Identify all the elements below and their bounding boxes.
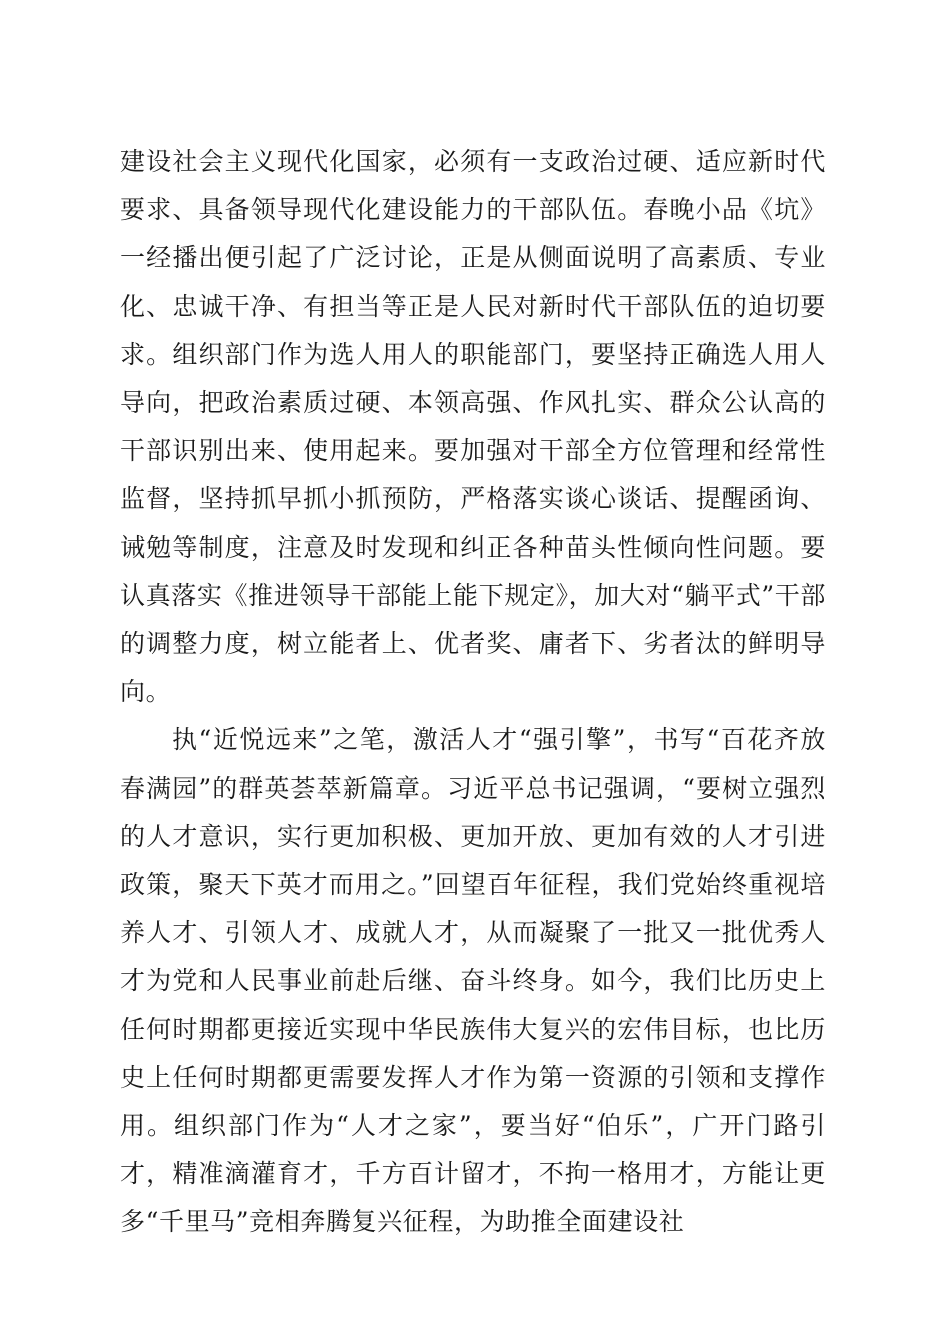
paragraph-talent-introduction: 执“近悦远来”之笔，激活人才“强引擎”，书写“百花齐放春满园”的群英荟萃新篇章。习近平总书记强调，“要树立强烈的人才意识，实行更加积极、更加开放、更加有效的人才引进政策，聚天下英才而用之。”回望百年征程，我们党始终重视培养人才、引领人才、成就人才，从而凝聚了一批又一批优秀人才为党和人民事业前赴后继、奋斗终身。如今，我们比历史上任何时期都更接近实现中华民族伟大复兴的宏伟目标，也比历史上任何时期都更需要发挥人才作为第一资源的引领和支撑作用。组织部门作为“人才之家”，要当好“伯乐”，广开门路引才，精准滴灌育才，千方百计留才，不拘一格用才，方能让更多“千里马”竞相奔腾复兴征程，为助推全面建设社 <box>120 725 826 1237</box>
paragraph-cadre-team: 建设社会主义现代化国家，必须有一支政治过硬、适应新时代要求、具备领导现代化建设能力的干部队伍。春晚小品《坑》一经播出便引起了广泛讨论，正是从侧面说明了高素质、专业化、忠诚干净、有担当等正是人民对新时代干部队伍的迫切要求。组织部门作为选人用人的职能部门，要坚持正确选人用人导向，把政治素质过硬、本领高强、作风扎实、群众公认高的干部识别出来、使用起来。要加强对干部全方位管理和经常性监督，坚持抓早抓小抓预防，严格落实谈心谈话、提醒函询、诫勉等制度，注意及时发现和纠正各种苗头性倾向性问题。要认真落实《推进领导干部能上能下规定》，加大对“躺平式”干部的调整力度，树立能者上、优者奖、庸者下、劣者汰的鲜明导向。 <box>120 147 826 707</box>
document-body <box>120 138 826 1247</box>
